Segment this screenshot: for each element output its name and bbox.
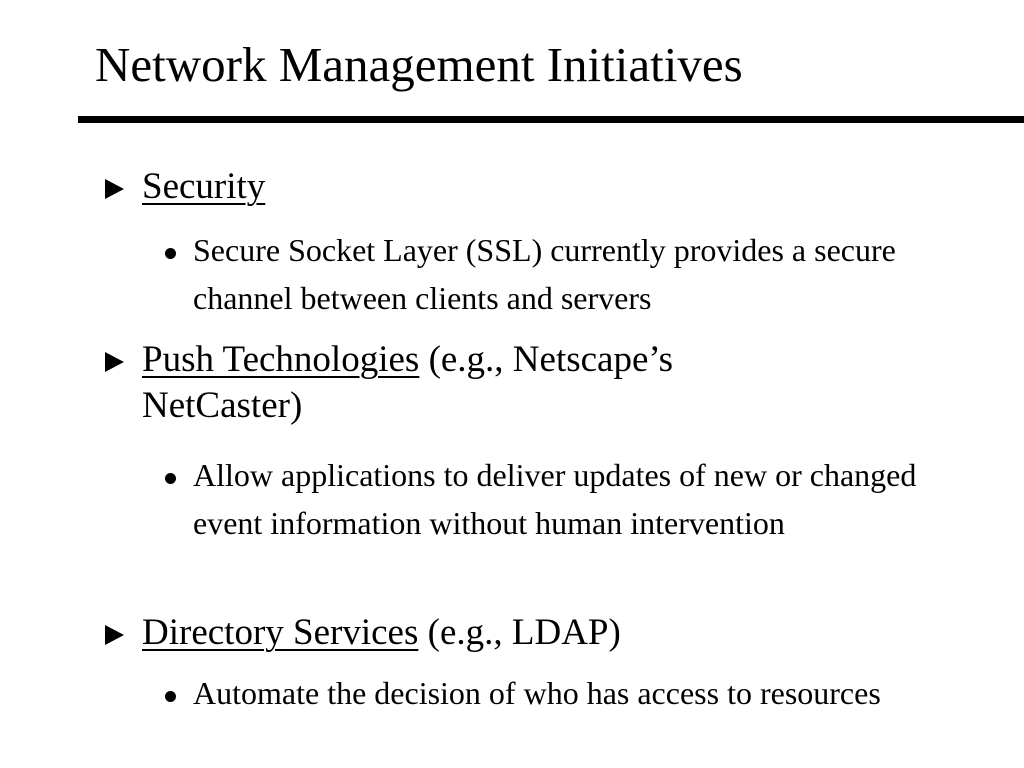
sub-bullet-ssl [193, 226, 953, 322]
bullet-heading-suffix: (e.g., LDAP) [418, 612, 621, 653]
triangle-bullet-icon [105, 179, 124, 199]
dot-bullet-icon [165, 248, 176, 259]
sub-bullet-text: Allow applications to deliver updates of new or changed event information without human intervention [193, 457, 917, 541]
sub-bullet-text: Secure Socket Layer (SSL) currently provides a secure channel between clients and servers [193, 232, 896, 316]
bullet-push-technologies [142, 337, 822, 429]
bullet-heading: Security [142, 166, 266, 207]
triangle-bullet-icon [105, 625, 124, 645]
sub-bullet-push [193, 451, 933, 547]
bullet-directory-services [142, 610, 962, 656]
dot-bullet-icon [165, 691, 176, 702]
dot-bullet-icon [165, 473, 176, 484]
slide-title: Network Management Initiatives [95, 37, 743, 92]
sub-bullet-text: Automate the decision of who has access to resources [193, 675, 881, 711]
sub-bullet-directory [193, 669, 913, 717]
bullet-heading: Push Technologies [142, 339, 420, 380]
triangle-bullet-icon [105, 352, 124, 372]
bullet-heading-suffix: (e.g., Netscape’s NetCaster) [142, 339, 674, 426]
bullet-security [142, 164, 962, 210]
bullet-heading: Directory Services [142, 612, 419, 653]
